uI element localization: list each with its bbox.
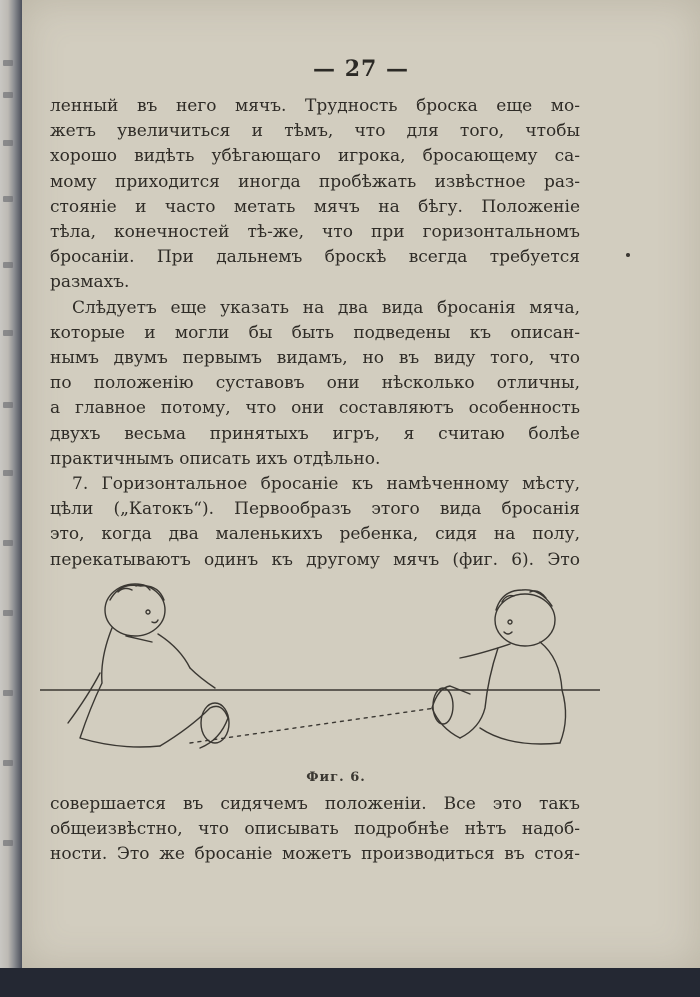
text-line: двухъ весьма принятыхъ игръ, я считаю болѣе	[50, 423, 580, 444]
edge-mark	[3, 402, 13, 408]
edge-mark	[3, 470, 13, 476]
text-line: тѣла, конечностей тѣ-же, что при горизонтальномъ	[50, 222, 580, 243]
edge-mark	[3, 760, 13, 766]
edge-mark	[3, 92, 13, 98]
page-number: — 27 —	[313, 56, 409, 82]
text-line: хорошо видѣть убѣгающаго игрока, бросающему са-	[50, 146, 580, 167]
text-line: а главное потому, что они составляютъ особенность	[50, 398, 580, 419]
text-line: размахъ.	[50, 272, 130, 293]
edge-mark	[3, 262, 13, 268]
body-text-bottom	[50, 792, 580, 868]
edge-mark	[3, 196, 13, 202]
text-line: нымъ двумъ первымъ видамъ, но въ виду того, что	[50, 348, 580, 369]
text-line: мому приходится иногда пробѣжать извѣстное раз-	[50, 171, 580, 192]
body-text-top	[50, 94, 580, 573]
text-line: 7. Горизонтальное бросаніе къ намѣченному мѣсту,	[72, 474, 580, 495]
edge-mark	[3, 840, 13, 846]
left-child-drawing	[68, 584, 229, 748]
text-line: это, когда два маленькихъ ребенка, сидя на полу,	[50, 524, 580, 545]
text-line: совершается въ сидячемъ положеніи. Все это такъ	[50, 794, 580, 814]
text-line: перекатываютъ одинъ къ другому мячъ (фиг. 6). Это	[50, 549, 580, 570]
text-line: Слѣдуетъ еще указать на два вида бросанія мяча,	[72, 297, 580, 318]
text-line: общеизвѣстно, что описывать подробнѣе нѣтъ надоб-	[50, 819, 580, 840]
edge-mark	[3, 540, 13, 546]
text-line: ленный въ него мячъ. Трудность броска еще мо-	[50, 96, 580, 116]
edge-mark	[3, 610, 13, 616]
text-line: ности. Это же бросаніе можетъ производиться въ стоя-	[50, 844, 580, 865]
right-child-drawing	[432, 590, 566, 744]
edge-mark	[3, 690, 13, 696]
edge-mark	[3, 330, 13, 336]
edge-mark	[3, 140, 13, 146]
scanner-background	[0, 968, 700, 997]
ink-dot	[626, 253, 630, 257]
text-line: стояніе и часто метать мячъ на бѣгу. Положеніе	[50, 196, 580, 217]
edge-mark	[3, 60, 13, 66]
text-line: которые и могли бы быть подведены къ описан-	[50, 322, 580, 343]
text-line: по положенію суставовъ они нѣсколько отличны,	[50, 373, 580, 394]
text-line: жетъ увеличиться и тѣмъ, что для того, чтобы	[50, 121, 580, 142]
text-line: цѣли („Катокъ“). Первообразъ этого вида бросанія	[50, 499, 580, 520]
text-line: бросаніи. При дальнемъ броскѣ всегда требуется	[50, 247, 580, 268]
adjacent-page-edge	[0, 0, 22, 997]
figure-caption: Фиг. 6.	[306, 770, 366, 785]
book-page	[22, 0, 700, 968]
figure-illustration	[40, 578, 600, 758]
text-line: практичнымъ описать ихъ отдѣльно.	[50, 448, 381, 469]
